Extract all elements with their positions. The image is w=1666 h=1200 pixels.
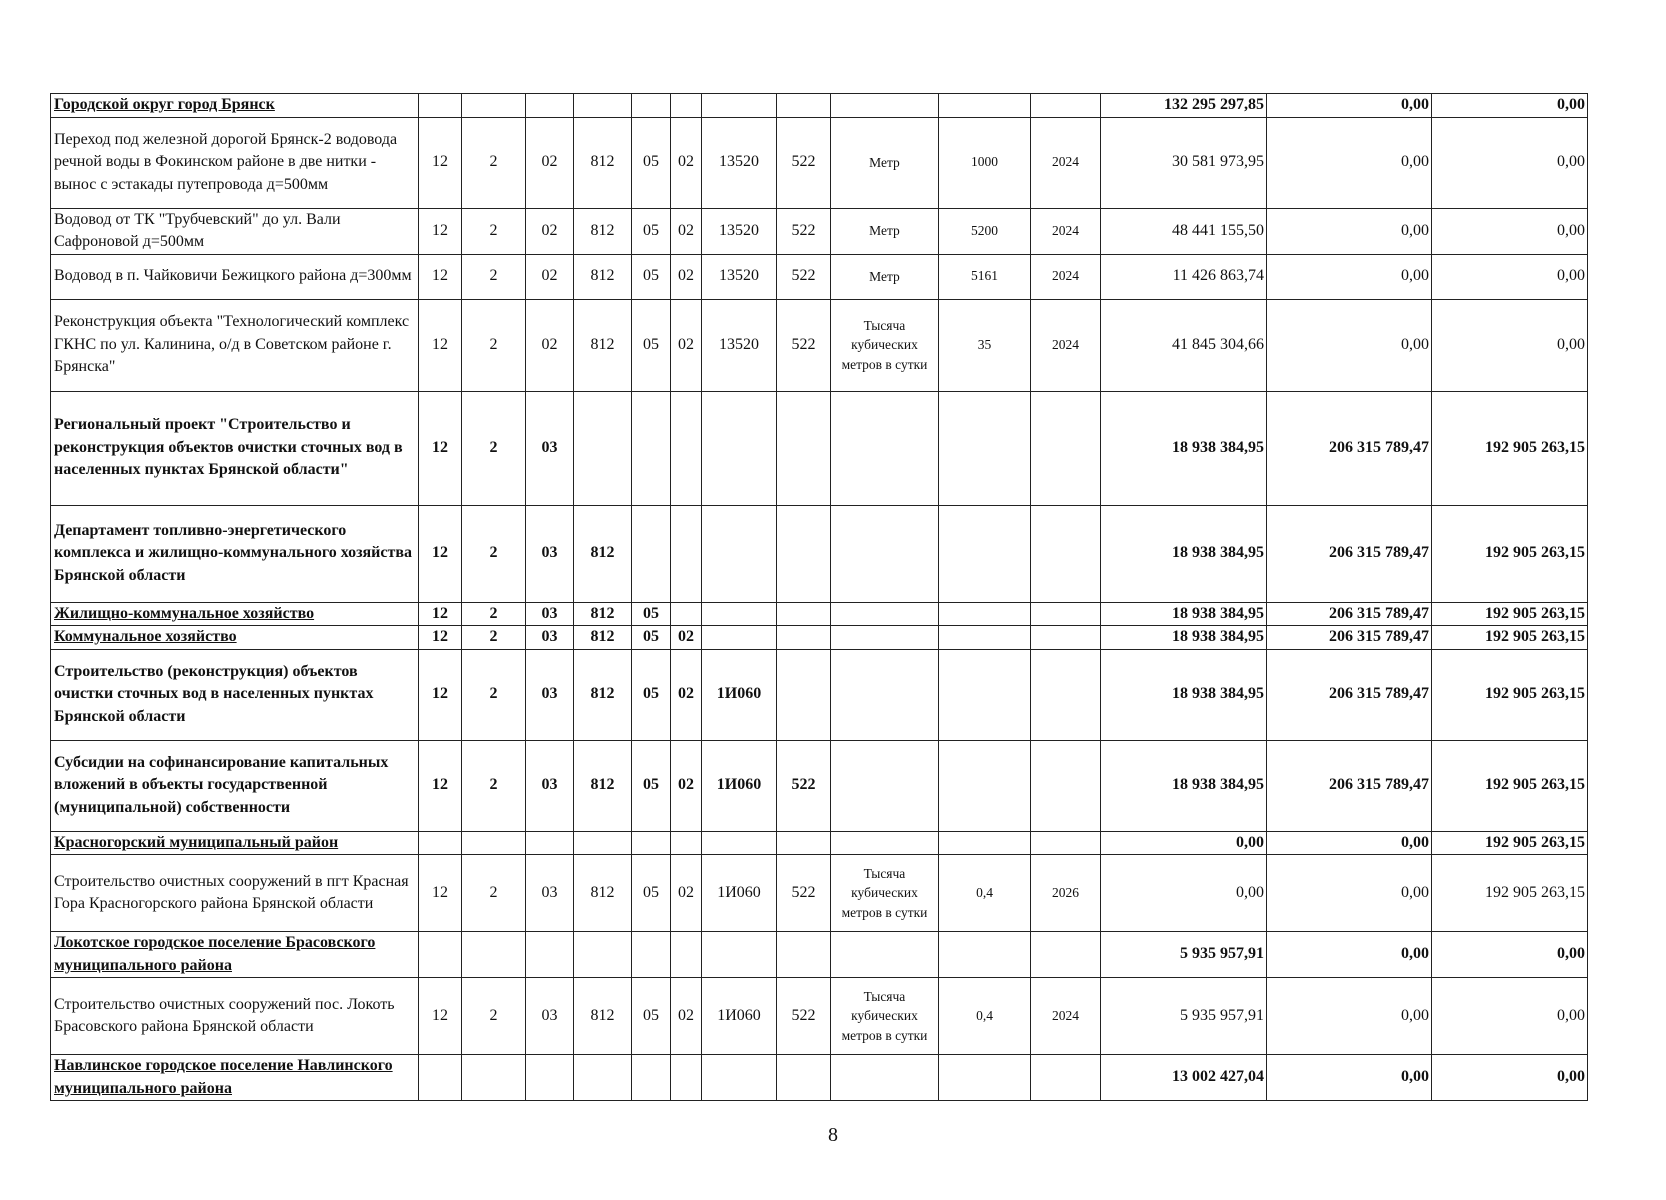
code-program-cell: 12 [419,505,462,602]
row-name-cell: Красногорский муниципальный район [51,831,419,855]
amount-2025-cell: 206 315 789,47 [1267,626,1432,650]
code-section-cell: 05 [632,117,671,208]
code-grbs-cell: 812 [574,855,632,932]
amount-2024-cell: 30 581 973,95 [1101,117,1267,208]
amount-2025-cell: 0,00 [1267,94,1432,118]
unit-of-measure-cell [831,831,939,855]
amount-2025-cell: 0,00 [1267,978,1432,1055]
table-row [51,254,1588,299]
amount-2026-cell: 192 905 263,15 [1432,649,1588,740]
unit-of-measure-cell [831,740,939,831]
code-expense-type-cell [777,1055,831,1101]
table-row [51,740,1588,831]
row-name-cell: Локотское городское поселение Брасовского муниципального района [51,932,419,978]
code-project-cell: 03 [526,505,574,602]
unit-of-measure-cell [831,626,939,650]
unit-of-measure-cell: Метр [831,117,939,208]
code-section-cell [632,94,671,118]
code-section-cell: 05 [632,602,671,626]
code-grbs-cell [574,391,632,505]
code-subsection-cell [671,505,702,602]
code-project-cell: 03 [526,740,574,831]
code-expense-type-cell: 522 [777,208,831,254]
code-subprogram-cell [462,932,526,978]
unit-of-measure-cell: Тысяча кубических метров в сутки [831,855,939,932]
code-subsection-cell [671,391,702,505]
amount-2025-cell: 0,00 [1267,208,1432,254]
unit-of-measure-cell [831,932,939,978]
code-program-cell: 12 [419,117,462,208]
amount-2025-cell: 206 315 789,47 [1267,602,1432,626]
code-subprogram-cell: 2 [462,254,526,299]
amount-2026-cell: 0,00 [1432,117,1588,208]
unit-of-measure-cell [831,94,939,118]
capacity-cell [939,391,1031,505]
code-subprogram-cell: 2 [462,855,526,932]
amount-2025-cell: 0,00 [1267,831,1432,855]
commission-year-cell: 2026 [1031,855,1101,932]
code-expense-type-cell [777,602,831,626]
code-program-cell: 12 [419,602,462,626]
code-project-cell [526,932,574,978]
code-project-cell: 03 [526,391,574,505]
code-section-cell: 05 [632,740,671,831]
amount-2024-cell: 18 938 384,95 [1101,505,1267,602]
amount-2024-cell: 18 938 384,95 [1101,626,1267,650]
amount-2026-cell: 192 905 263,15 [1432,740,1588,831]
code-project-cell: 02 [526,254,574,299]
code-expense-type-cell [777,831,831,855]
code-subsection-cell [671,831,702,855]
code-project-cell [526,94,574,118]
row-name-cell: Реконструкция объекта "Технологический комплекс ГКНС по ул. Калинина, о/д в Советском районе г. Брянска" [51,299,419,391]
amount-2025-cell: 206 315 789,47 [1267,740,1432,831]
table-row [51,932,1588,978]
code-project-cell: 03 [526,855,574,932]
code-section-cell [632,831,671,855]
code-section-cell [632,391,671,505]
code-program-cell: 12 [419,740,462,831]
capacity-cell [939,831,1031,855]
commission-year-cell [1031,94,1101,118]
row-name-cell: Региональный проект "Строительство и реконструкция объектов очистки сточных вод в населенных пунктах Брянской области" [51,391,419,505]
code-project-cell: 03 [526,978,574,1055]
capacity-cell [939,932,1031,978]
code-target-cell [702,626,777,650]
table-row [51,208,1588,254]
code-section-cell: 05 [632,254,671,299]
amount-2025-cell: 206 315 789,47 [1267,505,1432,602]
code-subsection-cell [671,602,702,626]
commission-year-cell [1031,831,1101,855]
row-name-cell: Водовод в п. Чайковичи Бежицкого района д=300мм [51,254,419,299]
amount-2025-cell: 0,00 [1267,1055,1432,1101]
amount-2026-cell: 192 905 263,15 [1432,855,1588,932]
table-row [51,626,1588,650]
capacity-cell [939,505,1031,602]
amount-2026-cell: 0,00 [1432,94,1588,118]
code-grbs-cell [574,932,632,978]
code-section-cell: 05 [632,626,671,650]
amount-2026-cell: 192 905 263,15 [1432,626,1588,650]
commission-year-cell [1031,626,1101,650]
budget-table [50,93,1588,1101]
capacity-cell: 5200 [939,208,1031,254]
commission-year-cell: 2024 [1031,254,1101,299]
code-subprogram-cell [462,94,526,118]
amount-2025-cell: 0,00 [1267,254,1432,299]
unit-of-measure-cell: Метр [831,254,939,299]
code-expense-type-cell [777,505,831,602]
code-grbs-cell: 812 [574,299,632,391]
code-target-cell [702,94,777,118]
amount-2024-cell: 41 845 304,66 [1101,299,1267,391]
capacity-cell: 1000 [939,117,1031,208]
code-subprogram-cell: 2 [462,117,526,208]
row-name-cell: Департамент топливно-энергетического комплекса и жилищно-коммунального хозяйства Брянской области [51,505,419,602]
unit-of-measure-cell: Метр [831,208,939,254]
commission-year-cell [1031,505,1101,602]
code-project-cell: 03 [526,602,574,626]
amount-2026-cell: 192 905 263,15 [1432,391,1588,505]
code-subprogram-cell: 2 [462,649,526,740]
code-project-cell: 03 [526,649,574,740]
code-target-cell [702,831,777,855]
capacity-cell: 35 [939,299,1031,391]
amount-2025-cell: 206 315 789,47 [1267,649,1432,740]
commission-year-cell [1031,1055,1101,1101]
capacity-cell [939,602,1031,626]
amount-2026-cell: 0,00 [1432,932,1588,978]
unit-of-measure-cell [831,1055,939,1101]
amount-2024-cell: 11 426 863,74 [1101,254,1267,299]
code-target-cell [702,505,777,602]
table-row [51,649,1588,740]
amount-2024-cell: 5 935 957,91 [1101,978,1267,1055]
amount-2024-cell: 18 938 384,95 [1101,602,1267,626]
amount-2024-cell: 48 441 155,50 [1101,208,1267,254]
table-row [51,1055,1588,1101]
code-project-cell [526,1055,574,1101]
code-subprogram-cell: 2 [462,299,526,391]
code-target-cell: 1И060 [702,978,777,1055]
code-section-cell [632,505,671,602]
code-grbs-cell [574,94,632,118]
row-name-cell: Строительство очистных сооружений в пгт Красная Гора Красногорского района Брянской области [51,855,419,932]
code-section-cell: 05 [632,208,671,254]
code-program-cell [419,831,462,855]
unit-of-measure-cell [831,391,939,505]
commission-year-cell [1031,649,1101,740]
code-program-cell [419,94,462,118]
amount-2026-cell: 0,00 [1432,1055,1588,1101]
code-subprogram-cell [462,1055,526,1101]
code-section-cell: 05 [632,855,671,932]
code-subsection-cell [671,94,702,118]
code-grbs-cell: 812 [574,505,632,602]
capacity-cell [939,740,1031,831]
code-subsection-cell: 02 [671,649,702,740]
code-subprogram-cell: 2 [462,602,526,626]
row-name-cell: Строительство (реконструкция) объектов очистки сточных вод в населенных пунктах Брянской области [51,649,419,740]
code-expense-type-cell [777,932,831,978]
code-subsection-cell: 02 [671,740,702,831]
code-subprogram-cell: 2 [462,208,526,254]
code-section-cell: 05 [632,649,671,740]
code-expense-type-cell: 522 [777,299,831,391]
table-row [51,602,1588,626]
amount-2024-cell: 0,00 [1101,855,1267,932]
code-grbs-cell: 812 [574,602,632,626]
code-target-cell: 1И060 [702,855,777,932]
amount-2025-cell: 206 315 789,47 [1267,391,1432,505]
code-subsection-cell [671,932,702,978]
code-grbs-cell: 812 [574,740,632,831]
code-expense-type-cell [777,626,831,650]
code-grbs-cell: 812 [574,649,632,740]
code-subsection-cell: 02 [671,855,702,932]
commission-year-cell [1031,740,1101,831]
code-program-cell: 12 [419,299,462,391]
unit-of-measure-cell: Тысяча кубических метров в сутки [831,299,939,391]
code-subprogram-cell: 2 [462,740,526,831]
code-target-cell [702,932,777,978]
capacity-cell: 0,4 [939,855,1031,932]
amount-2024-cell: 18 938 384,95 [1101,391,1267,505]
code-program-cell [419,1055,462,1101]
capacity-cell [939,94,1031,118]
code-grbs-cell [574,831,632,855]
code-section-cell: 05 [632,299,671,391]
code-project-cell: 02 [526,299,574,391]
code-section-cell: 05 [632,978,671,1055]
code-subprogram-cell: 2 [462,978,526,1055]
amount-2024-cell: 0,00 [1101,831,1267,855]
page-number: 8 [828,1124,838,1146]
code-section-cell [632,932,671,978]
capacity-cell [939,1055,1031,1101]
row-name-cell: Переход под железной дорогой Брянск-2 водовода речной воды в Фокинском районе в две нитки - вынос с эстакады путепровода д=500мм [51,117,419,208]
code-target-cell: 1И060 [702,649,777,740]
amount-2024-cell: 132 295 297,85 [1101,94,1267,118]
code-expense-type-cell [777,391,831,505]
capacity-cell: 5161 [939,254,1031,299]
capacity-cell [939,649,1031,740]
commission-year-cell: 2024 [1031,208,1101,254]
code-target-cell: 1И060 [702,740,777,831]
code-program-cell [419,932,462,978]
code-expense-type-cell [777,649,831,740]
amount-2026-cell: 0,00 [1432,299,1588,391]
code-grbs-cell: 812 [574,626,632,650]
row-name-cell: Жилищно-коммунальное хозяйство [51,602,419,626]
code-program-cell: 12 [419,626,462,650]
code-program-cell: 12 [419,855,462,932]
code-section-cell [632,1055,671,1101]
table-row [51,978,1588,1055]
code-subprogram-cell: 2 [462,626,526,650]
code-expense-type-cell: 522 [777,117,831,208]
row-name-cell: Городской округ город Брянск [51,94,419,118]
code-subsection-cell: 02 [671,299,702,391]
code-grbs-cell: 812 [574,208,632,254]
unit-of-measure-cell [831,649,939,740]
amount-2024-cell: 18 938 384,95 [1101,740,1267,831]
commission-year-cell: 2024 [1031,117,1101,208]
amount-2025-cell: 0,00 [1267,299,1432,391]
row-name-cell: Водовод от ТК "Трубчевский" до ул. Вали Сафроновой д=500мм [51,208,419,254]
code-target-cell: 13520 [702,117,777,208]
code-expense-type-cell: 522 [777,740,831,831]
code-program-cell: 12 [419,254,462,299]
table-row [51,94,1588,118]
capacity-cell [939,626,1031,650]
table-row [51,117,1588,208]
amount-2025-cell: 0,00 [1267,117,1432,208]
code-target-cell: 13520 [702,208,777,254]
amount-2025-cell: 0,00 [1267,932,1432,978]
code-project-cell [526,831,574,855]
code-expense-type-cell: 522 [777,855,831,932]
amount-2026-cell: 0,00 [1432,978,1588,1055]
unit-of-measure-cell: Тысяча кубических метров в сутки [831,978,939,1055]
commission-year-cell: 2024 [1031,299,1101,391]
amount-2026-cell: 0,00 [1432,208,1588,254]
code-program-cell: 12 [419,649,462,740]
code-project-cell: 02 [526,117,574,208]
code-project-cell: 02 [526,208,574,254]
commission-year-cell [1031,391,1101,505]
amount-2026-cell: 192 905 263,15 [1432,602,1588,626]
commission-year-cell [1031,932,1101,978]
code-expense-type-cell: 522 [777,978,831,1055]
code-subprogram-cell: 2 [462,505,526,602]
amount-2024-cell: 13 002 427,04 [1101,1055,1267,1101]
commission-year-cell [1031,602,1101,626]
amount-2026-cell: 0,00 [1432,254,1588,299]
amount-2024-cell: 18 938 384,95 [1101,649,1267,740]
code-program-cell: 12 [419,391,462,505]
row-name-cell: Коммунальное хозяйство [51,626,419,650]
table-row [51,831,1588,855]
code-subsection-cell: 02 [671,626,702,650]
code-subsection-cell [671,1055,702,1101]
code-target-cell [702,602,777,626]
amount-2026-cell: 192 905 263,15 [1432,505,1588,602]
code-target-cell [702,1055,777,1101]
row-name-cell: Субсидии на софинансирование капитальных вложений в объекты государственной (муниципальной) собственности [51,740,419,831]
code-grbs-cell: 812 [574,117,632,208]
code-subprogram-cell: 2 [462,391,526,505]
code-subprogram-cell [462,831,526,855]
code-grbs-cell: 812 [574,254,632,299]
code-project-cell: 03 [526,626,574,650]
code-program-cell: 12 [419,208,462,254]
code-program-cell: 12 [419,978,462,1055]
commission-year-cell: 2024 [1031,978,1101,1055]
code-target-cell [702,391,777,505]
code-target-cell: 13520 [702,299,777,391]
code-expense-type-cell [777,94,831,118]
row-name-cell: Строительство очистных сооружений пос. Локоть Брасовского района Брянской области [51,978,419,1055]
code-grbs-cell: 812 [574,978,632,1055]
code-grbs-cell [574,1055,632,1101]
table-row [51,299,1588,391]
code-subsection-cell: 02 [671,978,702,1055]
amount-2026-cell: 192 905 263,15 [1432,831,1588,855]
code-target-cell: 13520 [702,254,777,299]
code-subsection-cell: 02 [671,117,702,208]
table-row [51,505,1588,602]
capacity-cell: 0,4 [939,978,1031,1055]
amount-2025-cell: 0,00 [1267,855,1432,932]
row-name-cell: Навлинское городское поселение Навлинского муниципального района [51,1055,419,1101]
code-subsection-cell: 02 [671,254,702,299]
code-subsection-cell: 02 [671,208,702,254]
table-row [51,391,1588,505]
unit-of-measure-cell [831,602,939,626]
unit-of-measure-cell [831,505,939,602]
amount-2024-cell: 5 935 957,91 [1101,932,1267,978]
table-row [51,855,1588,932]
code-expense-type-cell: 522 [777,254,831,299]
